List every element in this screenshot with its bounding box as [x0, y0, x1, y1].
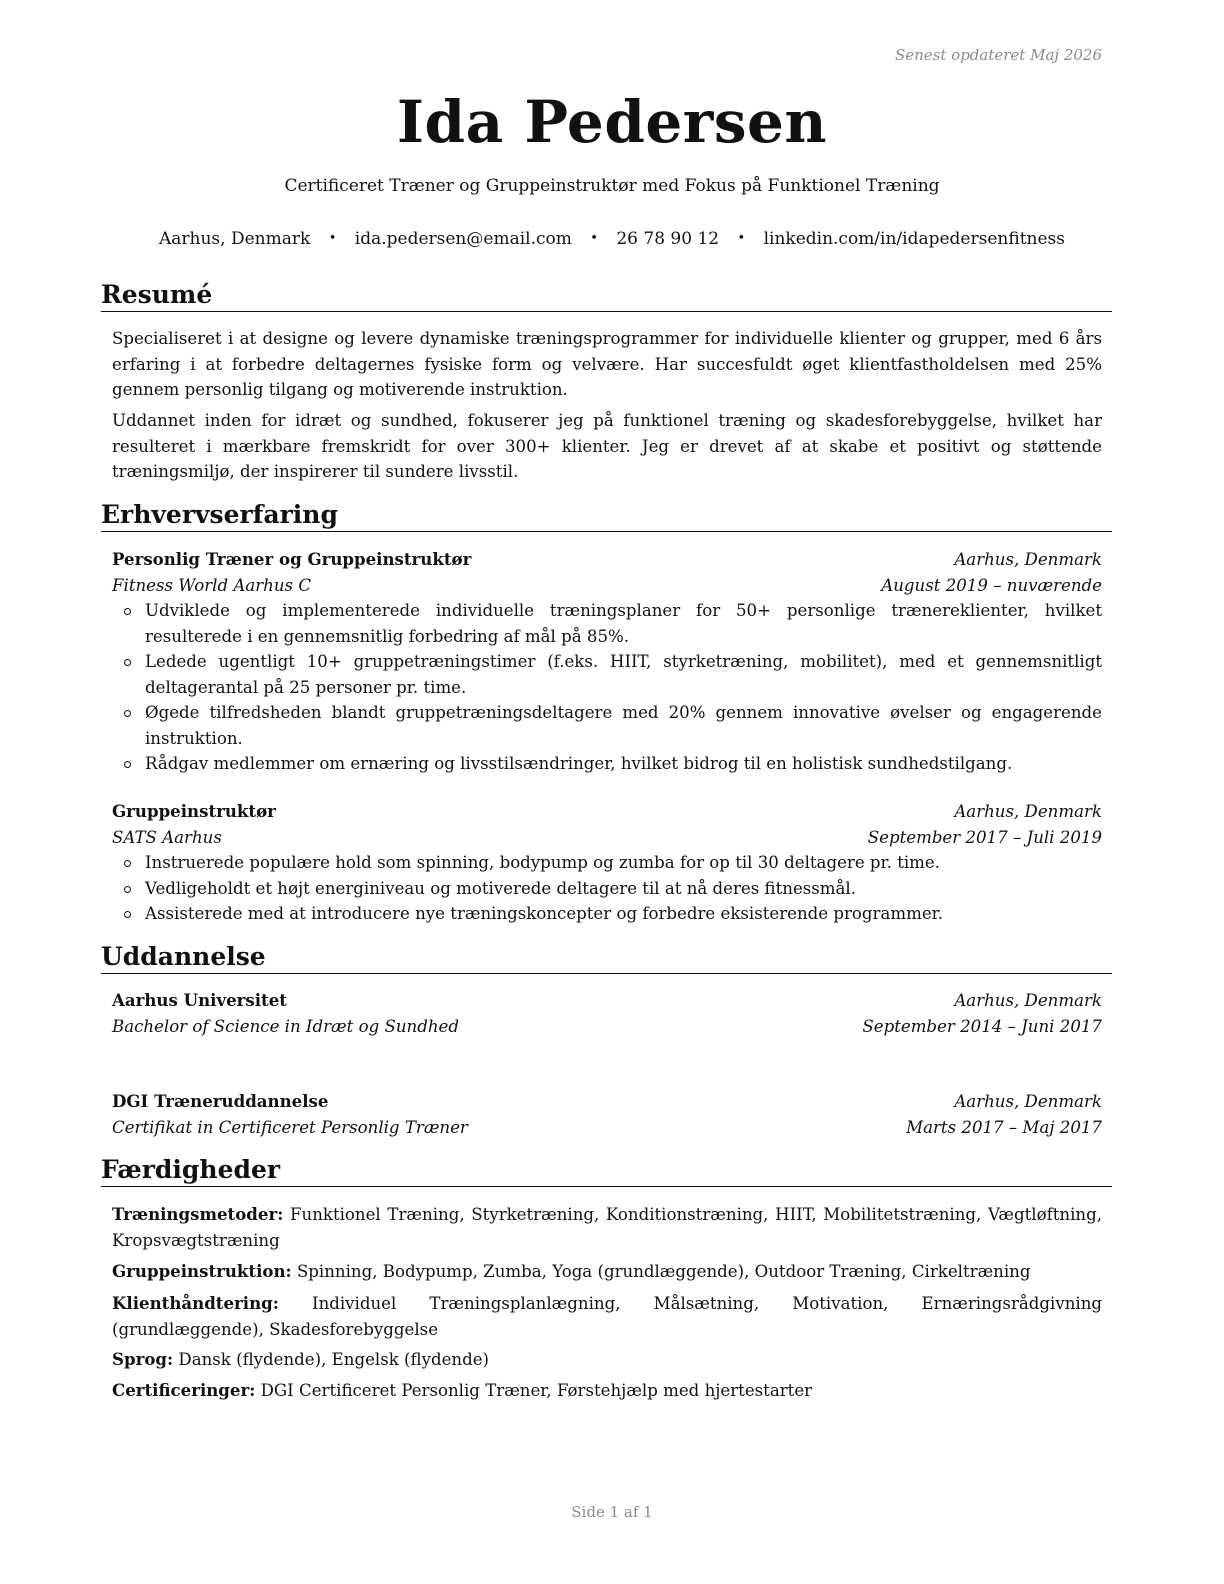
page-number: Side 1 af 1 [571, 1503, 653, 1521]
job-location: Aarhus, Denmark [954, 550, 1102, 569]
list-item: Vedligeholdt et højt energiniveau og motiverede deltagere til at nå deres fitnessmål. [112, 876, 1102, 902]
skill-label: Certificeringer: [112, 1380, 256, 1400]
section-title-skills: Færdigheder [101, 1155, 1112, 1187]
job-location: Aarhus, Denmark [954, 802, 1102, 821]
contact-phone: 26 78 90 12 [616, 229, 720, 249]
list-item: Assisterede med at introducere nye træningskoncepter og forbedre eksisterende programmer. [112, 901, 1102, 927]
skill-label: Træningsmetoder: [112, 1204, 284, 1224]
separator-dot: • [328, 231, 337, 246]
list-item: Udviklede og implementerede individuelle træningsplaner for 50+ personlige trænereklienter, hvilket resulterede i en gennemsnitlig forbedring af mål på 85%. [112, 598, 1102, 649]
education-entry [112, 1089, 1102, 1140]
skill-line [112, 1347, 1102, 1373]
section-title-experience: Erhvervserfaring [101, 500, 1112, 532]
education-school: Aarhus Universitet [112, 990, 287, 1010]
tagline: Certificeret Træner og Gruppeinstruktør med Fokus på Funktionel Træning [284, 176, 940, 196]
education-location: Aarhus, Denmark [954, 991, 1102, 1010]
skill-line [112, 1202, 1102, 1253]
skill-value: Dansk (flydende), Engelsk (flydende) [178, 1350, 490, 1369]
job-dates: September 2017 – Juli 2019 [867, 827, 1102, 847]
list-item: Rådgav medlemmer om ernæring og livsstilsændringer, hvilket bidrog til en holistisk sundhedstilgang. [112, 751, 1102, 777]
skill-label: Gruppeinstruktion: [112, 1261, 292, 1281]
job-bullets [112, 850, 1102, 927]
contact-linkedin[interactable]: linkedin.com/in/idapedersenfitness [763, 229, 1065, 249]
section-title-education: Uddannelse [101, 942, 1112, 974]
education-dates: Marts 2017 – Maj 2017 [906, 1117, 1102, 1137]
candidate-name: Ida Pedersen [396, 88, 828, 156]
summary-paragraph-2: Uddannet inden for idræt og sundhed, fokuserer jeg på funktionel træning og skadesforebyggelse, hvilket har resulteret i mærkbare fremskridt for over 300+ klienter. Jeg er drevet af at skabe et positivt og støttende træningsmiljø, der inspirerer til sundere livsstil. [112, 411, 1102, 481]
summary-paragraph-1: Specialiseret i at designe og levere dynamiske træningsprogrammer for individuelle klienter og grupper, med 6 års erfaring i at forbedre deltagernes fysiske form og velvære. Har succesfuldt øget klientfastholdelsen med 25% gennem personlig tilgang og motiverende instruktion. [112, 329, 1102, 399]
skill-value: Funktionel Træning, Styrketræning, Konditionstræning, HIIT, Mobilitetstræning, Vægtløftning, Kropsvægtstræning [112, 1205, 1102, 1250]
last-updated: Senest opdateret Maj 2026 [894, 46, 1102, 64]
skill-value: Spinning, Bodypump, Zumba, Yoga (grundlæggende), Outdoor Træning, Cirkeltræning [296, 1262, 1031, 1281]
job-company: SATS Aarhus [112, 827, 222, 847]
education-dates: September 2014 – Juni 2017 [862, 1016, 1102, 1036]
skill-label: Sprog: [112, 1349, 174, 1369]
job-role: Gruppeinstruktør [112, 801, 276, 821]
contact-location: Aarhus, Denmark [159, 229, 311, 249]
section-title-summary: Resumé [101, 280, 1112, 312]
skill-value: Individuel Træningsplanlægning, Målsætning, Motivation, Ernæringsrådgivning (grundlæggende), Skadesforebyggelse [112, 1294, 1102, 1339]
list-item: Øgede tilfredsheden blandt gruppetræningsdeltagere med 20% gennem innovative øvelser og engagerende instruktion. [112, 700, 1102, 751]
job-entry [112, 547, 1102, 777]
job-dates: August 2019 – nuværende [881, 575, 1102, 595]
education-school: DGI Træneruddannelse [112, 1091, 329, 1111]
contact-line [0, 229, 1224, 249]
job-role: Personlig Træner og Gruppeinstruktør [112, 549, 472, 569]
list-item: Ledede ugentligt 10+ gruppetræningstimer (f.eks. HIIT, styrketræning, mobilitet), med et gennemsnitligt deltagerantal på 25 personer pr. time. [112, 649, 1102, 700]
skill-line [112, 1378, 1102, 1404]
skill-label: Klienthåndtering: [112, 1293, 279, 1313]
education-degree: Certifikat in Certificeret Personlig Træner [112, 1117, 468, 1137]
separator-dot: • [590, 231, 598, 246]
skill-line [112, 1259, 1102, 1285]
education-location: Aarhus, Denmark [954, 1092, 1102, 1111]
contact-email[interactable]: ida.pedersen@email.com [354, 229, 572, 249]
education-degree: Bachelor of Science in Idræt og Sundhed [112, 1016, 459, 1036]
job-bullets [112, 598, 1102, 777]
job-company: Fitness World Aarhus C [112, 575, 312, 595]
list-item: Instruerede populære hold som spinning, bodypump og zumba for op til 30 deltagere pr. time. [112, 850, 1102, 876]
separator-dot: • [737, 231, 746, 246]
skill-value: DGI Certificeret Personlig Træner, Førstehjælp med hjertestarter [260, 1381, 813, 1400]
skill-line [112, 1291, 1102, 1342]
job-entry [112, 799, 1102, 927]
education-entry [112, 988, 1102, 1039]
